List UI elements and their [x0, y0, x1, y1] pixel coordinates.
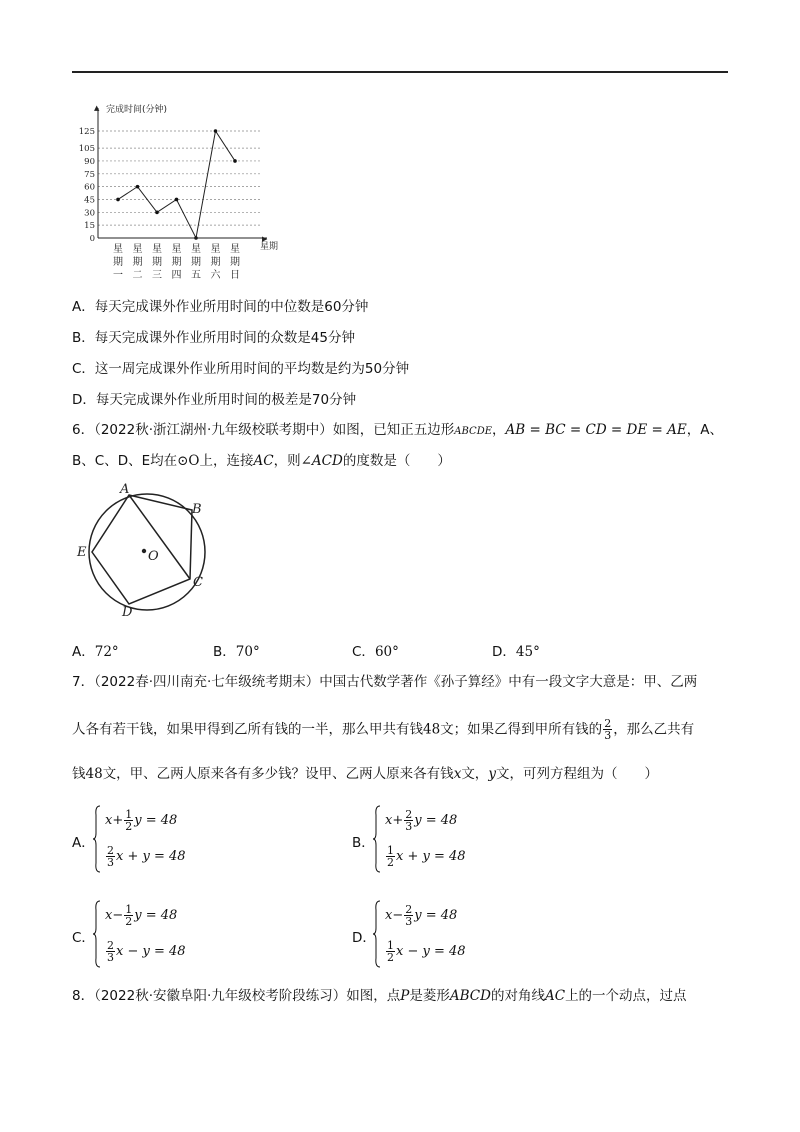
eq-fraction-num: 1	[387, 844, 394, 857]
q6-option-b-label: B．	[213, 644, 236, 660]
eq-fraction-num: 1	[125, 903, 133, 916]
q7-y: y	[488, 766, 496, 782]
q6-line2c: ，则	[273, 453, 301, 469]
q6-comma: ，	[492, 422, 506, 438]
data-point	[136, 185, 140, 189]
x-tick-label: 星	[171, 244, 182, 255]
q5-option-b: B．每天完成课外作业所用时间的众数是45分钟	[72, 330, 355, 346]
eq-suffix: x + y = 48	[116, 849, 186, 864]
eq-fraction-num: 2	[107, 939, 114, 952]
y-tick-label: 45	[84, 195, 95, 206]
q6-number: 6．	[72, 422, 95, 438]
eq-fraction-den: 3	[405, 820, 413, 833]
chart-grid	[98, 131, 262, 225]
q8-p: P	[400, 988, 410, 1004]
q5-option-a: A．每天完成课外作业所用时间的中位数是60分钟	[72, 299, 369, 315]
eq-fraction-den: 3	[107, 856, 114, 869]
label-b: B	[192, 502, 202, 517]
data-point	[155, 211, 159, 215]
x-tick-label: 期	[132, 257, 143, 268]
data-point	[233, 159, 237, 163]
x-axis-arrow: ▶	[262, 235, 268, 243]
q7-number: 7．	[72, 674, 95, 690]
eq-suffix: y = 48	[414, 908, 458, 923]
q7-option-label: B．	[352, 835, 375, 851]
equation-row-2	[385, 845, 466, 868]
q6-line1	[72, 420, 723, 442]
x-tick-label: 一	[113, 270, 123, 281]
eq-prefix: x−	[105, 908, 124, 923]
eq-fraction	[404, 904, 413, 927]
eq-fraction-den: 3	[405, 915, 413, 928]
x-tick-label: 四	[171, 270, 182, 281]
q8-line1	[72, 986, 687, 1006]
q8-text1: 如图，点	[346, 988, 401, 1004]
y-tick-label: 90	[84, 156, 95, 167]
eq-suffix: y = 48	[134, 908, 178, 923]
data-point	[116, 198, 120, 202]
q8-abcd: ABCD	[449, 988, 491, 1004]
q6-line2a: B、C、D、E均在	[72, 453, 178, 469]
q7-option-label: A．	[72, 835, 95, 851]
x-tick-label: 期	[210, 257, 221, 268]
q6-option-c-label: C．	[352, 644, 375, 660]
x-tick-label: 五	[191, 270, 201, 281]
q7-option-system	[93, 805, 203, 875]
eq-fraction-num: 1	[387, 939, 394, 952]
y-tick-label: 0	[89, 234, 95, 244]
eq-fraction-den: 3	[107, 951, 114, 964]
q6-option-a-label: A．	[72, 644, 95, 660]
eq-fraction-den: 2	[125, 915, 133, 928]
x-tick-label: 星	[132, 244, 143, 255]
system-brace	[93, 900, 101, 968]
q8-ac: AC	[544, 988, 566, 1004]
equation-row-2	[385, 940, 466, 963]
eq-fraction-den: 2	[125, 820, 133, 833]
data-point	[214, 129, 218, 133]
q8-text3: 的对角线	[490, 988, 545, 1004]
y-tick-label: 15	[84, 221, 95, 232]
q7-line3c: 文，	[461, 766, 489, 782]
q6-source: （2022秋·浙江湖州·九年级校联考期中）	[94, 422, 333, 438]
equation-row-1	[105, 809, 177, 832]
q7-line1	[72, 672, 697, 692]
eq-suffix: y = 48	[134, 813, 178, 828]
x-tick-label: 日	[230, 270, 240, 281]
eq-fraction-num: 2	[405, 903, 413, 916]
pentagon-figure	[72, 482, 222, 622]
y-tick-label: 125	[78, 127, 95, 137]
q5-option-c: C．这一周完成课外作业所用时间的平均数是约为50分钟	[72, 361, 410, 377]
q6-option-c	[352, 640, 399, 660]
q7-option-system	[373, 805, 483, 875]
q6-circle: ⊙O	[177, 453, 200, 469]
label-a: A	[120, 482, 130, 497]
eq-fraction-den: 2	[387, 951, 394, 964]
eq-prefix: x+	[385, 813, 404, 828]
q6-option-a-value: 72°	[94, 644, 119, 660]
eq-suffix: x − y = 48	[116, 944, 186, 959]
x-tick-label: 星	[210, 244, 221, 255]
eq-fraction	[106, 940, 115, 963]
q7-fraction-num: 2	[604, 717, 612, 730]
data-point	[175, 198, 179, 202]
eq-fraction	[386, 845, 395, 868]
q6-option-d	[492, 640, 540, 660]
q7-line2a: 人各有若干钱，如果甲得到乙所有钱的一半，那么甲共有钱	[72, 721, 423, 738]
system-brace	[93, 805, 101, 873]
eq-fraction-num: 2	[107, 844, 114, 857]
eq-fraction-num: 1	[125, 808, 133, 821]
label-d: D	[122, 605, 133, 620]
eq-fraction	[106, 845, 115, 868]
equation-row-2	[105, 940, 186, 963]
label-c: C	[193, 575, 203, 590]
q6-equation: AB = BC = CD = DE = AE	[505, 422, 687, 438]
q7-line3b: 文，甲、乙两人原来各有多少钱？设甲、乙两人原来各有钱	[102, 766, 454, 782]
x-tick-label: 期	[113, 257, 123, 268]
q7-option-label: C．	[72, 930, 95, 946]
eq-fraction-num: 2	[405, 808, 413, 821]
q7-line2c: ，那么乙共有	[613, 721, 695, 738]
q6-text1: 如图，已知正五边形	[332, 422, 455, 438]
q6-option-b-value: 70°	[235, 644, 260, 660]
series-line	[118, 131, 235, 238]
q7-line3d: 文，可列方程组为（ ）	[495, 766, 658, 782]
q7-fraction-den: 3	[604, 729, 612, 742]
q6-line2	[72, 451, 451, 471]
q6-option-a	[72, 640, 119, 660]
x-axis-label: 星期	[260, 242, 279, 252]
q8-text4: 上的一个动点，过点	[565, 988, 687, 1004]
q6-option-d-value: 45°	[515, 644, 540, 660]
y-tick-label: 75	[84, 169, 95, 180]
x-tick-label: 二	[132, 270, 143, 281]
eq-fraction	[404, 809, 413, 832]
q8-source: （2022秋·安徽阜阳·九年级校考阶段练习）	[94, 988, 347, 1004]
q6-ac: AC	[253, 453, 274, 469]
q6-line2b: 上，连接	[199, 453, 254, 469]
q6-option-c-value: 60°	[374, 644, 399, 660]
x-tick-label: 期	[152, 257, 162, 268]
x-tick-label: 六	[210, 270, 221, 281]
label-e: E	[77, 545, 87, 560]
x-tick-label: 星	[113, 244, 123, 255]
q7-48b: 48	[85, 766, 103, 782]
header-rule	[72, 71, 728, 73]
y-tick-label: 105	[78, 144, 95, 155]
q7-x: x	[453, 766, 462, 782]
eq-fraction	[386, 940, 395, 963]
q7-line1-text: （2022春·四川南充·七年级统考期末）中国古代数学著作《孙子算经》中有一段文字大意是：甲、乙两	[94, 674, 698, 690]
x-tick-label: 星	[230, 244, 240, 255]
q6-pentagon: ABCDE	[454, 426, 493, 437]
x-tick-label: 期	[191, 257, 201, 268]
equation-row-1	[385, 809, 457, 832]
eq-suffix: x + y = 48	[396, 849, 466, 864]
eq-fraction-den: 2	[387, 856, 394, 869]
eq-fraction	[124, 904, 133, 927]
equation-row-1	[105, 904, 177, 927]
system-brace	[373, 900, 381, 968]
q5-option-d: D．每天完成课外作业所用时间的极差是70分钟	[72, 392, 357, 408]
circle-o	[89, 494, 205, 610]
q7-option-system	[373, 900, 483, 970]
y-tick-label: 60	[84, 182, 95, 193]
q7-line2	[72, 718, 694, 741]
series-points	[116, 129, 237, 240]
y-axis-ticks	[79, 127, 95, 244]
eq-prefix: x+	[105, 813, 124, 828]
q7-line2b: 文；如果乙得到甲所有钱的	[440, 721, 603, 738]
eq-fraction	[124, 809, 133, 832]
line-chart	[72, 96, 302, 281]
q6-text2: ，A、	[686, 422, 723, 438]
q6-line2d: 的度数是（ ）	[342, 453, 451, 469]
y-axis-arrow: ▲	[94, 104, 100, 112]
q8-text2: 是菱形	[409, 988, 450, 1004]
label-o: O	[148, 549, 159, 564]
q7-option-system	[93, 900, 203, 970]
center-point	[142, 549, 146, 553]
x-tick-label: 星	[191, 244, 201, 255]
equation-row-1	[385, 904, 457, 927]
x-tick-label: 期	[171, 257, 182, 268]
equation-row-2	[105, 845, 186, 868]
q6-angle: ∠ACD	[300, 453, 343, 469]
pentagon	[92, 495, 192, 604]
q7-line3a: 钱	[72, 766, 86, 782]
x-tick-label: 三	[152, 270, 162, 281]
q8-number: 8．	[72, 988, 95, 1004]
q6-option-d-label: D．	[492, 644, 516, 660]
x-tick-label: 期	[230, 257, 240, 268]
x-tick-label: 星	[152, 244, 162, 255]
q7-line3	[72, 764, 658, 784]
eq-suffix: x − y = 48	[396, 944, 466, 959]
eq-suffix: y = 48	[414, 813, 458, 828]
q7-fraction	[603, 718, 612, 741]
y-axis-label: 完成时间(分钟)	[106, 105, 168, 115]
y-tick-label: 30	[84, 208, 95, 219]
system-brace	[373, 805, 381, 873]
eq-prefix: x−	[385, 908, 404, 923]
x-axis-ticks	[113, 243, 240, 281]
q7-option-label: D．	[352, 930, 376, 946]
q7-48a: 48	[423, 721, 441, 738]
q6-option-b	[213, 640, 260, 660]
